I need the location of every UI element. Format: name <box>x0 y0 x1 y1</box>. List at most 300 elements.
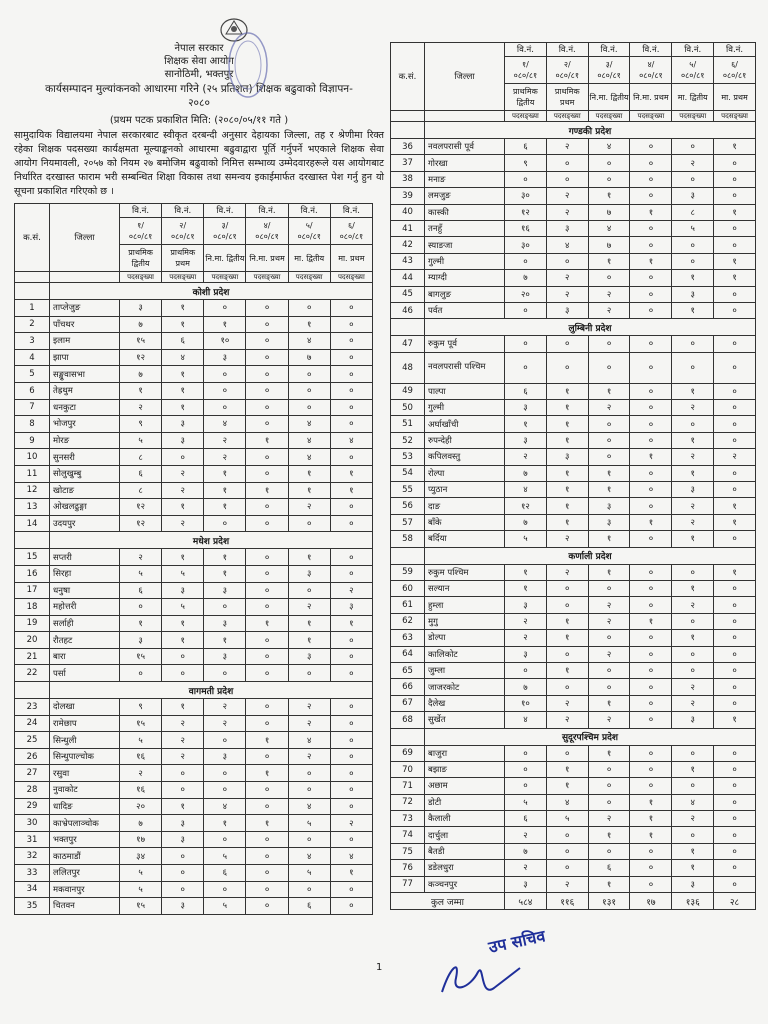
column-header-district: जिल्ला <box>425 43 505 111</box>
post-count-cell: ० <box>505 171 547 187</box>
post-count-cell: १ <box>546 778 588 794</box>
district-name-cell: तनहुँ <box>425 220 505 236</box>
post-count-cell: ० <box>330 333 372 350</box>
post-count-cell: ४ <box>288 432 330 449</box>
serial-number-cell: 55 <box>391 482 425 498</box>
post-count-cell: २ <box>588 613 630 629</box>
post-count-cell: ५ <box>672 220 714 236</box>
serial-number-cell: 48 <box>391 352 425 383</box>
serial-number-cell: 32 <box>15 848 50 865</box>
post-count-cell: ० <box>630 630 672 646</box>
blank-header-cell <box>425 111 505 122</box>
district-name-cell: सिन्धुली <box>50 732 120 749</box>
post-count-cell: १ <box>330 482 372 499</box>
post-count-cell: ० <box>204 599 246 616</box>
post-count-cell: १ <box>630 827 672 843</box>
serial-number-cell: 5 <box>15 366 50 383</box>
post-count-cell: ६ <box>588 860 630 876</box>
district-name-cell: लमजुङ <box>425 188 505 204</box>
district-name-cell: सल्यान <box>425 580 505 596</box>
post-count-cell: २ <box>120 549 162 566</box>
district-name-cell: डडेलधुरा <box>425 860 505 876</box>
serial-number-cell: 11 <box>15 465 50 482</box>
post-count-header: पदसङ्ख्या <box>246 272 288 283</box>
post-count-cell: ० <box>672 416 714 432</box>
post-count-cell: ३ <box>120 632 162 649</box>
province-row <box>391 319 756 336</box>
post-count-cell: १ <box>630 449 672 465</box>
post-count-cell: ० <box>246 416 288 433</box>
post-count-cell: ० <box>588 580 630 596</box>
table-row <box>391 449 756 465</box>
post-count-cell: १ <box>120 382 162 399</box>
province-spacer <box>391 728 425 745</box>
post-count-cell: ० <box>505 253 547 269</box>
document-header <box>14 42 384 81</box>
district-name-cell: कपिलवस्तु <box>425 449 505 465</box>
serial-number-cell: 37 <box>391 155 425 171</box>
post-count-cell: १२ <box>505 498 547 514</box>
table-row <box>15 699 373 716</box>
province-row <box>15 532 373 549</box>
table-row <box>391 745 756 761</box>
table-row <box>15 515 373 532</box>
adv-year: ०८०/८१ <box>128 232 153 241</box>
table-row <box>15 416 373 433</box>
post-count-cell: १ <box>588 531 630 547</box>
post-count-cell: १ <box>330 465 372 482</box>
post-count-cell: १ <box>546 432 588 448</box>
serial-number-cell: 14 <box>15 515 50 532</box>
serial-number-cell: 28 <box>15 782 50 799</box>
post-count-cell: १ <box>546 662 588 678</box>
post-count-cell: ७ <box>288 349 330 366</box>
post-count-cell: ५ <box>505 794 547 810</box>
serial-number-cell: 66 <box>391 679 425 695</box>
post-count-cell: २ <box>162 748 204 765</box>
post-count-cell: १ <box>588 745 630 761</box>
post-count-cell: ५ <box>120 881 162 898</box>
post-count-cell: २ <box>288 499 330 516</box>
post-count-cell: ० <box>714 286 756 302</box>
table-row <box>15 715 373 732</box>
post-count-cell: ४ <box>162 349 204 366</box>
province-row <box>391 122 756 139</box>
post-count-cell: २ <box>588 286 630 302</box>
total-value-cell: २८ <box>714 893 756 910</box>
post-count-cell: ० <box>630 237 672 253</box>
post-count-cell: ० <box>505 352 547 383</box>
adv-number: ६/ <box>347 221 355 230</box>
district-name-cell: बारा <box>50 648 120 665</box>
post-count-cell: ० <box>162 881 204 898</box>
post-count-cell: १ <box>714 564 756 580</box>
post-count-cell: ० <box>288 300 330 317</box>
post-count-cell: १ <box>246 432 288 449</box>
post-count-cell: ० <box>672 662 714 678</box>
post-count-cell: १ <box>162 316 204 333</box>
table-row <box>391 253 756 269</box>
post-count-cell: २ <box>546 564 588 580</box>
post-count-header: पदसङ्ख्या <box>588 111 630 122</box>
district-name-cell: खोटाङ <box>50 482 120 499</box>
post-count-cell: ० <box>630 171 672 187</box>
post-count-cell: १ <box>630 794 672 810</box>
publication-date: (प्रथम पटक प्रकाशित मिति: (२०८०/०५/११ गते ) <box>109 115 289 126</box>
commission-name: शिक्षक सेवा आयोग <box>164 56 234 67</box>
serial-number-cell: 9 <box>15 432 50 449</box>
district-name-cell: दार्चुला <box>425 827 505 843</box>
post-count-cell: १ <box>714 514 756 530</box>
post-count-cell: १५ <box>120 715 162 732</box>
post-count-cell: ० <box>588 662 630 678</box>
adv-number: १/ <box>521 60 529 69</box>
post-count-cell: ५ <box>204 848 246 865</box>
post-count-cell: ० <box>588 794 630 810</box>
table-row <box>391 695 756 711</box>
post-count-cell: ० <box>714 876 756 892</box>
serial-number-cell: 22 <box>15 665 50 682</box>
post-count-cell: १ <box>162 798 204 815</box>
table-row <box>15 815 373 832</box>
district-name-cell: भोजपुर <box>50 416 120 433</box>
post-count-cell: २ <box>672 155 714 171</box>
serial-number-cell: 56 <box>391 498 425 514</box>
table-row <box>15 565 373 582</box>
advertisement-title-line1: कार्यसम्पादन मुल्यांकनको आधारमा गरिने (२५ प्रतिशत) शिक्षक बढुवाको विज्ञापन- <box>45 83 353 95</box>
post-count-cell: ० <box>588 432 630 448</box>
serial-number-cell: 20 <box>15 632 50 649</box>
post-count-cell: १ <box>672 580 714 596</box>
adv-number: ५/ <box>305 221 313 230</box>
serial-number-cell: 35 <box>15 898 50 915</box>
serial-number-cell: 36 <box>391 139 425 155</box>
district-name-cell: इलाम <box>50 333 120 350</box>
post-count-cell: ७ <box>505 679 547 695</box>
post-count-cell: १ <box>672 383 714 399</box>
province-row <box>15 283 373 300</box>
post-count-cell: ० <box>505 778 547 794</box>
post-count-cell: ३ <box>162 898 204 915</box>
post-count-cell: ३ <box>204 648 246 665</box>
post-count-cell: ० <box>714 171 756 187</box>
district-name-cell: पर्सा <box>50 665 120 682</box>
post-count-cell: ७ <box>505 514 547 530</box>
post-count-cell: ८ <box>120 482 162 499</box>
post-count-cell: २ <box>546 270 588 286</box>
post-count-cell: १ <box>546 416 588 432</box>
post-count-cell: ० <box>630 778 672 794</box>
adv-label-cell: वि.नं. <box>204 204 246 218</box>
serial-number-cell: 57 <box>391 514 425 530</box>
post-count-cell: ० <box>288 399 330 416</box>
post-count-cell: १ <box>246 765 288 782</box>
post-count-cell: १ <box>162 632 204 649</box>
table-row <box>391 843 756 859</box>
post-count-header: पदसङ्ख्या <box>120 272 162 283</box>
table-row <box>391 383 756 399</box>
post-count-cell: १ <box>162 615 204 632</box>
post-count-cell: ९ <box>505 155 547 171</box>
post-count-cell: १ <box>204 499 246 516</box>
blank-header-cell <box>15 272 50 283</box>
table-row <box>391 630 756 646</box>
post-count-cell: २ <box>330 582 372 599</box>
post-count-cell: १ <box>204 316 246 333</box>
post-count-cell: १ <box>204 465 246 482</box>
post-count-cell: ० <box>330 898 372 915</box>
post-count-cell: ० <box>630 139 672 155</box>
post-count-cell: ३ <box>505 597 547 613</box>
serial-number-cell: 42 <box>391 237 425 253</box>
serial-number-cell: 25 <box>15 732 50 749</box>
post-count-cell: १ <box>672 302 714 318</box>
district-name-cell: मुगु <box>425 613 505 629</box>
post-count-cell: ० <box>246 333 288 350</box>
adv-year: ०८०/८१ <box>339 232 364 241</box>
post-count-cell: ० <box>714 695 756 711</box>
district-name-cell: हुम्ला <box>425 597 505 613</box>
post-count-cell: ० <box>630 416 672 432</box>
post-count-cell: ० <box>630 352 672 383</box>
post-count-cell: ७ <box>120 366 162 383</box>
post-count-cell: ० <box>714 336 756 352</box>
district-name-cell: बर्दिया <box>425 531 505 547</box>
post-count-cell: ४ <box>204 416 246 433</box>
post-count-cell: १६ <box>505 220 547 236</box>
table-row <box>391 302 756 318</box>
serial-number-cell: 49 <box>391 383 425 399</box>
district-name-cell: काभ्रेपलाञ्चोक <box>50 815 120 832</box>
adv-label-cell: वि.नं. <box>672 43 714 57</box>
post-count-cell: ३ <box>672 482 714 498</box>
adv-year: ०८०/८१ <box>555 71 579 80</box>
adv-year: ०८०/८१ <box>170 232 195 241</box>
post-count-cell: ० <box>246 715 288 732</box>
post-count-cell: ० <box>120 599 162 616</box>
level-header-cell: मा. द्वितीय <box>672 84 714 111</box>
adv-year: ०८०/८१ <box>213 232 237 241</box>
district-name-cell: नवलपरासी पश्चिम <box>425 352 505 383</box>
post-count-cell: ० <box>714 613 756 629</box>
post-count-cell: ९ <box>120 416 162 433</box>
post-count-cell: ३ <box>672 876 714 892</box>
post-count-cell: १ <box>120 615 162 632</box>
post-count-cell: १ <box>588 253 630 269</box>
adv-label-cell: वि.नं. <box>330 204 372 218</box>
post-count-cell: २ <box>588 302 630 318</box>
post-count-cell: २ <box>546 695 588 711</box>
province-name: कर्णाली प्रदेश <box>425 547 756 564</box>
post-count-cell: ० <box>330 798 372 815</box>
serial-number-cell: 72 <box>391 794 425 810</box>
post-count-cell: १ <box>288 632 330 649</box>
post-count-cell: ० <box>204 515 246 532</box>
table-row <box>391 352 756 383</box>
post-count-cell: ० <box>246 748 288 765</box>
post-count-cell: १ <box>204 565 246 582</box>
post-count-cell: ४ <box>330 848 372 865</box>
province-name: सुदूरपश्चिम प्रदेश <box>425 728 756 745</box>
post-count-cell: १ <box>246 732 288 749</box>
post-count-cell: ० <box>630 270 672 286</box>
post-count-cell: ० <box>546 646 588 662</box>
post-count-cell: १ <box>505 416 547 432</box>
advertisement-title-line2: २०८० <box>188 97 210 109</box>
post-count-cell: ० <box>630 646 672 662</box>
post-count-cell: ६ <box>288 898 330 915</box>
serial-number-cell: 26 <box>15 748 50 765</box>
post-count-cell: ० <box>204 782 246 799</box>
post-count-cell: २ <box>588 646 630 662</box>
table-row <box>15 582 373 599</box>
post-count-cell: २० <box>505 286 547 302</box>
post-count-cell: ० <box>246 499 288 516</box>
post-count-cell: ६ <box>120 582 162 599</box>
post-count-cell: ० <box>714 860 756 876</box>
post-count-cell: १ <box>672 432 714 448</box>
post-count-cell: ० <box>714 811 756 827</box>
district-name-cell: झापा <box>50 349 120 366</box>
post-count-cell: १२ <box>120 349 162 366</box>
post-count-cell: ७ <box>505 270 547 286</box>
post-count-cell: ० <box>546 352 588 383</box>
district-name-cell: सोलुखुम्बु <box>50 465 120 482</box>
post-count-cell: ० <box>588 171 630 187</box>
post-count-cell: ५ <box>288 865 330 882</box>
post-count-cell: २ <box>288 748 330 765</box>
post-count-header: पदसङ्ख्या <box>714 111 756 122</box>
post-count-header: पदसङ्ख्या <box>162 272 204 283</box>
post-count-cell: ० <box>714 761 756 777</box>
post-count-cell: ५ <box>204 898 246 915</box>
adv-year: ०८०/८१ <box>722 71 747 80</box>
district-name-cell: दोलखा <box>50 699 120 716</box>
adv-label-cell: वि.नं. <box>505 43 547 57</box>
post-count-cell: १ <box>714 139 756 155</box>
table-row <box>391 286 756 302</box>
serial-number-cell: 16 <box>15 565 50 582</box>
post-count-cell: ० <box>630 400 672 416</box>
post-count-cell: ० <box>330 699 372 716</box>
level-header-cell: मा. प्रथम <box>330 245 372 272</box>
serial-number-cell: 27 <box>15 765 50 782</box>
post-count-cell: ३० <box>505 188 547 204</box>
adv-number: ३/ <box>605 60 613 69</box>
post-count-cell: ५ <box>120 865 162 882</box>
post-count-cell: १ <box>246 482 288 499</box>
table-row <box>391 662 756 678</box>
header-row-post-count <box>15 272 373 283</box>
district-name-cell: सप्तरी <box>50 549 120 566</box>
serial-number-cell: 54 <box>391 465 425 481</box>
post-count-cell: ० <box>588 761 630 777</box>
district-name-cell: रामेछाप <box>50 715 120 732</box>
post-count-cell: ३ <box>162 416 204 433</box>
post-count-cell: ० <box>630 695 672 711</box>
serial-number-cell: 43 <box>391 253 425 269</box>
post-count-cell: ० <box>630 745 672 761</box>
district-name-cell: सिन्धुपाल्चोक <box>50 748 120 765</box>
post-count-cell: ० <box>546 827 588 843</box>
post-count-cell: ० <box>714 630 756 646</box>
post-count-cell: ० <box>330 715 372 732</box>
post-count-cell: २ <box>588 400 630 416</box>
adv-number: ४/ <box>263 221 271 230</box>
district-name-cell: गुल्मी <box>425 400 505 416</box>
column-header-district: जिल्ला <box>50 204 120 272</box>
serial-number-cell: 74 <box>391 827 425 843</box>
serial-number-cell: 47 <box>391 336 425 352</box>
left-column <box>14 12 384 915</box>
post-count-cell: ४ <box>288 798 330 815</box>
table-row <box>391 416 756 432</box>
table-row <box>15 599 373 616</box>
post-count-cell: १ <box>505 580 547 596</box>
post-count-cell: ३ <box>588 498 630 514</box>
district-name-cell: प्युठान <box>425 482 505 498</box>
post-count-cell: १ <box>672 270 714 286</box>
post-count-cell: ३ <box>162 815 204 832</box>
province-name: वागमती प्रदेश <box>50 682 373 699</box>
table-row <box>391 761 756 777</box>
post-count-cell: ० <box>630 564 672 580</box>
post-count-cell: ० <box>630 662 672 678</box>
adv-year: ०८०/८१ <box>639 71 663 80</box>
post-count-cell: १ <box>714 498 756 514</box>
post-count-cell: ३ <box>672 286 714 302</box>
district-name-cell: बैतडी <box>425 843 505 859</box>
post-count-cell: ३ <box>162 582 204 599</box>
post-count-cell: १ <box>672 843 714 859</box>
province-spacer <box>391 547 425 564</box>
table-row <box>391 171 756 187</box>
post-count-cell: ३ <box>672 712 714 728</box>
level-header-cell: मा. द्वितीय <box>288 245 330 272</box>
table-row <box>391 794 756 810</box>
post-count-cell: ० <box>330 632 372 649</box>
post-count-cell: १ <box>246 615 288 632</box>
post-count-cell: ० <box>546 843 588 859</box>
post-count-cell: ३ <box>204 615 246 632</box>
post-count-cell: २ <box>546 876 588 892</box>
adv-year: ०८०/८१ <box>255 232 279 241</box>
adv-number-cell <box>120 218 162 245</box>
post-count-cell: ४ <box>288 333 330 350</box>
post-count-cell: २ <box>588 811 630 827</box>
post-count-cell: ० <box>588 336 630 352</box>
post-count-cell: ० <box>546 745 588 761</box>
adv-label-cell: वि.नं. <box>288 204 330 218</box>
post-count-cell: २ <box>588 597 630 613</box>
post-count-cell: १ <box>672 630 714 646</box>
post-count-cell: ० <box>505 302 547 318</box>
post-count-cell: ६ <box>162 333 204 350</box>
adv-label-cell: वि.नं. <box>120 204 162 218</box>
post-count-cell: ० <box>330 732 372 749</box>
table-row <box>391 712 756 728</box>
district-name-cell: बाँके <box>425 514 505 530</box>
serial-number-cell: 60 <box>391 580 425 596</box>
post-count-cell: ३ <box>588 514 630 530</box>
post-count-cell: ० <box>588 630 630 646</box>
post-count-cell: ० <box>672 613 714 629</box>
post-count-cell: ४ <box>288 416 330 433</box>
post-count-cell: १ <box>546 498 588 514</box>
post-count-cell: ० <box>162 865 204 882</box>
post-count-cell: ५ <box>162 565 204 582</box>
header-row-post-count <box>391 111 756 122</box>
